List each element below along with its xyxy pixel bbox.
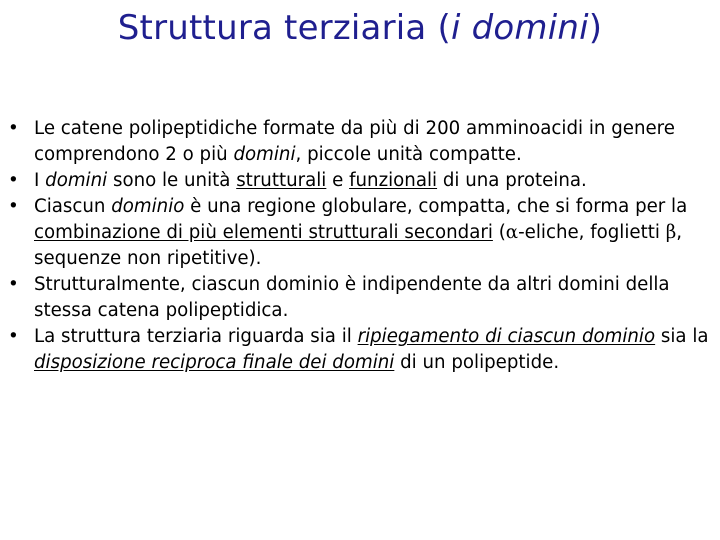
bullet-3-open-paren: (: [492, 222, 506, 243]
alpha-symbol: α: [505, 222, 519, 243]
title-close-paren: ): [588, 8, 603, 48]
bullet-2-underline-strutturali: strutturali: [236, 170, 327, 191]
bullet-2-underline-funzionali: funzionali: [349, 170, 438, 191]
bullet-item-5: [8, 324, 714, 376]
bullet-2-text-end: di una proteina.: [437, 170, 587, 191]
bullet-5-underline-ripiegamento: ripiegamento di ciascun dominio: [357, 326, 656, 347]
bullet-marker: •: [8, 118, 19, 139]
bullet-1-text-end: , piccole unità compatte.: [295, 144, 522, 165]
bullet-2-text: I: [34, 170, 46, 191]
bullet-5-text: La struttura terziaria riguarda sia il: [34, 326, 358, 347]
beta-symbol: β: [665, 222, 677, 243]
bullet-3-text: Ciascun: [34, 196, 112, 217]
bullet-1-text: Le catene polipeptidiche formate da più di 200 amminoacidi in genere comprendono 2 o più: [34, 118, 675, 165]
bullet-3-text-end: , sequenze non ripetitive).: [34, 222, 683, 269]
bullet-list: [8, 116, 714, 376]
bullet-4-text: Strutturalmente, ciascun dominio è indipendente da altri domini della stessa catena polipeptidica.: [34, 274, 670, 321]
bullet-5-text-end: di un polipeptide.: [394, 352, 560, 373]
bullet-2-text-mid: sono le unità: [107, 170, 237, 191]
bullet-item-4: [8, 272, 714, 324]
bullet-item-2: [8, 168, 714, 194]
bullet-marker: •: [8, 196, 19, 217]
bullet-5-underline-disposizione: disposizione reciproca finale dei domini: [34, 352, 395, 373]
bullet-marker: •: [8, 170, 19, 191]
bullet-item-3: [8, 194, 714, 272]
slide-title: [0, 6, 720, 50]
bullet-3-underline: combinazione di più elementi strutturali secondari: [34, 222, 493, 243]
bullet-item-1: [8, 116, 714, 168]
bullet-marker: •: [8, 274, 19, 295]
bullet-2-text-and: e: [326, 170, 350, 191]
bullet-2-italic: domini: [45, 170, 108, 191]
title-text: Struttura terziaria (: [117, 8, 451, 48]
bullet-3-italic: dominio: [111, 196, 185, 217]
title-emphasis: i domini: [450, 8, 589, 48]
bullet-3-text-eliche: -eliche, foglietti: [518, 222, 666, 243]
bullet-3-text-mid: è una regione globulare, compatta, che si forma per la: [184, 196, 688, 217]
bullet-5-text-mid: sia la: [655, 326, 709, 347]
bullet-marker: •: [8, 326, 19, 347]
bullet-1-italic: domini: [233, 144, 296, 165]
